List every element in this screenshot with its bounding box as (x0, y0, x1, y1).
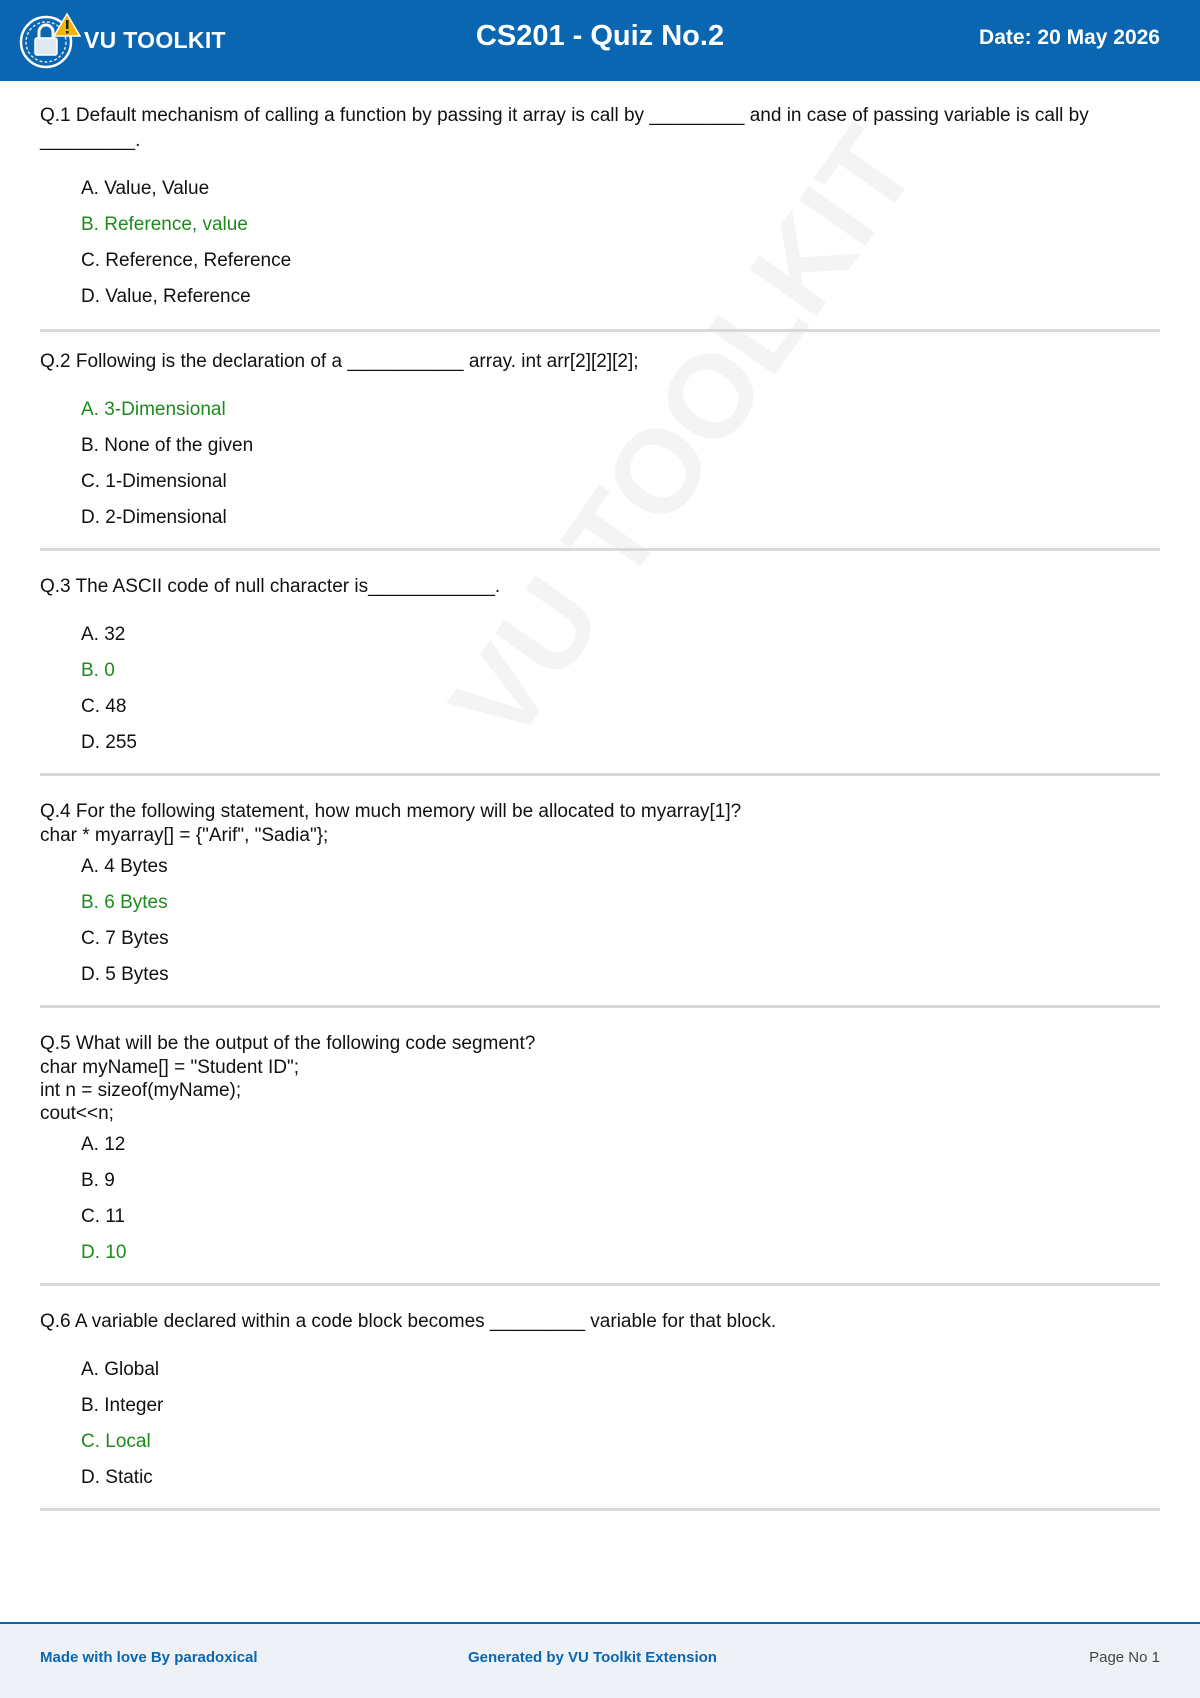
brand-name: VU TOOLKIT (84, 27, 226, 53)
option: B. Integer (81, 1395, 164, 1416)
options-list (40, 617, 1160, 761)
question-text: Q.4 For the following statement, how much memory will be allocated to myarray[1]? (40, 801, 742, 822)
option-correct: A. 3-Dimensional (81, 399, 226, 420)
option: A. Global (81, 1359, 160, 1380)
options-list (40, 849, 1160, 993)
question-text: Q.3 The ASCII code of null character is____________. (40, 576, 501, 597)
option: D. 5 Bytes (81, 964, 169, 985)
page-number: Page No 1 (1089, 1649, 1160, 1666)
option: C. 1-Dimensional (81, 471, 227, 492)
option: D. Value, Reference (81, 286, 251, 307)
quiz-date: Date: 20 May 2026 (979, 26, 1160, 49)
question-block (40, 551, 1160, 776)
option: A. 12 (81, 1134, 126, 1155)
question-text: Q.5 What will be the output of the following code segment? (40, 1033, 536, 1054)
options-list (40, 1127, 1160, 1271)
option: B. 9 (81, 1170, 115, 1191)
question-code: char * myarray[] = {"Arif", "Sadia"}; (40, 825, 329, 846)
options-list (40, 392, 1160, 536)
page-header (0, 0, 1200, 81)
option: A. 32 (81, 624, 126, 645)
question-code: char myName[] = "Student ID"; int n = sizeof(myName); cout<<n; (40, 1057, 300, 1124)
option: D. Static (81, 1467, 153, 1488)
question-block (40, 103, 1160, 332)
option: C. Reference, Reference (81, 250, 292, 271)
option: C. 11 (81, 1206, 126, 1227)
option: C. 48 (81, 696, 127, 717)
option: C. 7 Bytes (81, 928, 169, 949)
questions-list (40, 103, 1160, 1511)
question-text: Q.6 A variable declared within a code block becomes _________ variable for that block. (40, 1311, 777, 1332)
question-text: Q.2 Following is the declaration of a ___________ array. int arr[2][2][2]; (40, 351, 639, 372)
question-text: Q.1 Default mechanism of calling a function by passing it array is call by _________ and in case of passing variable is call by _________. (40, 105, 1089, 151)
question-block (40, 776, 1160, 1008)
option-correct: B. 0 (81, 660, 115, 681)
footer-credit: Made with love By paradoxical (40, 1649, 258, 1666)
option: B. None of the given (81, 435, 254, 456)
option: A. Value, Value (81, 178, 210, 199)
quiz-title: CS201 - Quiz No.2 (475, 20, 725, 52)
option-correct: D. 10 (81, 1242, 127, 1263)
question-block (40, 1286, 1160, 1511)
options-list (40, 1352, 1160, 1496)
option-correct: C. Local (81, 1431, 151, 1452)
question-block (40, 1008, 1160, 1286)
page-footer (0, 1622, 1200, 1698)
option: D. 2-Dimensional (81, 507, 227, 528)
option-correct: B. 6 Bytes (81, 892, 168, 913)
footer-generator: Generated by VU Toolkit Extension (468, 1649, 717, 1666)
question-block (40, 332, 1160, 551)
option-correct: B. Reference, value (81, 214, 248, 235)
option: A. 4 Bytes (81, 856, 168, 877)
option: D. 255 (81, 732, 137, 753)
options-list (40, 171, 1160, 315)
